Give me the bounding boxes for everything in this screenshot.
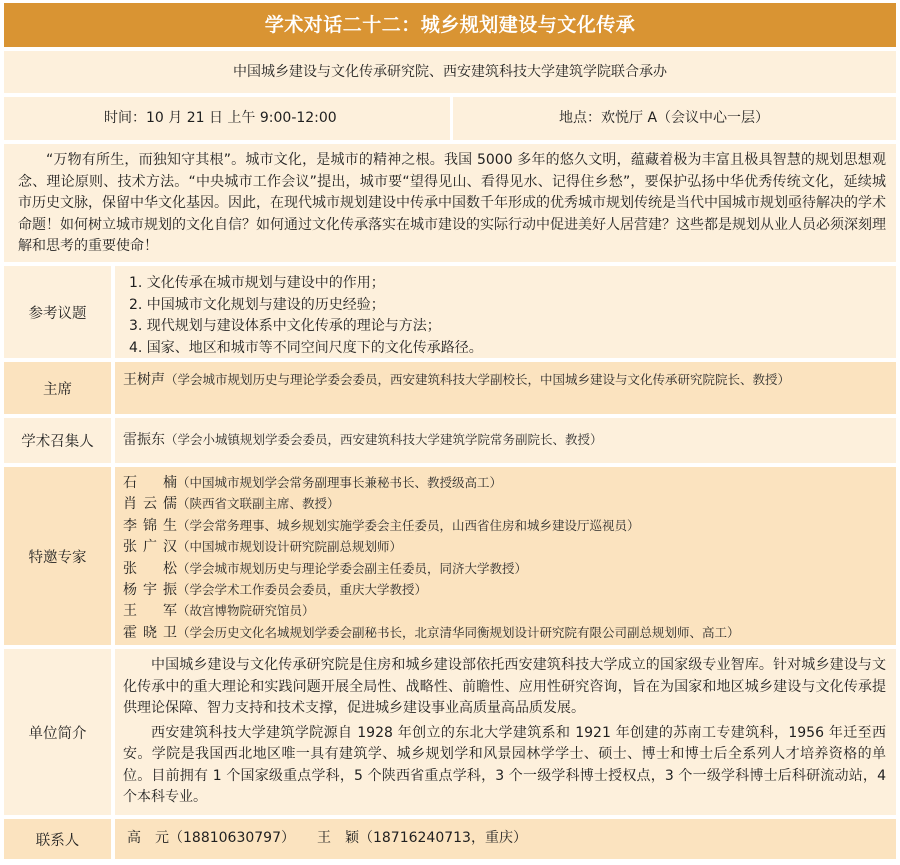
- experts-label: 特邀专家: [4, 467, 111, 645]
- contact-label: 联系人: [4, 819, 111, 859]
- expert-note: （学会城市规划历史与理论学委会副主任委员，同济大学教授）: [177, 560, 528, 576]
- topic-item: 3. 现代规划与建设体系中文化传承的理论与方法；: [129, 318, 441, 335]
- expert-note: （中国城市规划学会常务副理事长兼秘书长、教授级高工）: [177, 475, 503, 490]
- units-label: 单位简介: [4, 649, 111, 815]
- expert-item: [123, 558, 896, 579]
- organizer-line: 中国城乡建设与文化传承研究院、西安建筑科技大学建筑学院联合承办: [4, 51, 896, 93]
- expert-name: 张 松: [123, 560, 177, 577]
- session-place: 地点：欢悦厅 A（会议中心一层）: [450, 97, 896, 140]
- topic-item: 2. 中国城市文化规划与建设的历史经验；: [129, 296, 385, 313]
- expert-note: （故宫博物院研究馆员）: [177, 603, 315, 619]
- experts-row: [4, 467, 896, 645]
- chair-label: 主席: [4, 362, 111, 414]
- expert-name: 肖云儒: [123, 496, 177, 513]
- chair-row: [4, 362, 896, 414]
- contact-content: [115, 819, 896, 859]
- convener-content: [115, 418, 896, 463]
- expert-item: [123, 472, 896, 493]
- expert-name: 张广汉: [123, 539, 177, 556]
- expert-note: （中国城市规划设计研究院副总规划师）: [177, 539, 403, 555]
- expert-note: （学会学术工作委员会委员，重庆大学教授）: [177, 581, 428, 597]
- chair-name: 王树声: [123, 372, 165, 388]
- convener-label: 学术召集人: [4, 418, 111, 463]
- expert-item: [123, 493, 896, 514]
- expert-note: （学会常务理事、城乡规划实施学委会主任委员，山西省住房和城乡建设厅巡视员）: [177, 517, 640, 533]
- unit-paragraph: 中国城乡建设与文化传承研究院是住房和城乡建设部依托西安建筑科技大学成立的国家级专业智库。针对城乡建设与文化传承中的重大理论和实践问题开展全局性、战略性、前瞻性、应用性研究咨询，旨在为国家和地区城乡建设与文化传承提供理论保障、智力支持和技术支撑，促进城乡建设事业高质量高品质发展。: [123, 657, 886, 716]
- topics-label: 参考议题: [4, 266, 111, 358]
- topics-row: [4, 266, 896, 358]
- contact-row: [4, 819, 896, 859]
- convener-name: 雷振东: [123, 432, 165, 448]
- unit-paragraph: 西安建筑科技大学建筑学院源自 1928 年创立的东北大学建筑系和 1921 年创建的苏南工专建筑科，1956 年迁至西安。学院是我国西北地区唯一具有建筑学、城乡规划学和风景园林学学士、硕士、博士和博士后全系列人才培养资格的单位。目前拥有 1 个国家级重点学科，5 个陕西省重点学科，3 个一级学科博士授权点，3 个一级学科博士后科研流动站，4 个本科专业。: [123, 724, 886, 805]
- expert-name: 李锦生: [123, 517, 177, 534]
- page: [4, 3, 896, 862]
- expert-item: [123, 515, 896, 536]
- expert-item: [123, 579, 896, 600]
- expert-name: 石 楠: [123, 475, 177, 491]
- topic-item: 1. 文化传承在城市规划与建设中的作用；: [129, 275, 385, 291]
- convener-note: （学会小城镇规划学委会委员，西安建筑科技大学建筑学院常务副院长、教授）: [165, 432, 603, 447]
- topic-item: 4. 国家、地区和城市等不同空间尺度下的文化传承路径。: [129, 340, 483, 357]
- session-time: 时间：10 月 21 日 上午 9:00-12:00: [104, 110, 337, 126]
- page-title: 学术对话二十二：城乡规划建设与文化传承: [4, 3, 896, 47]
- expert-name: 王 军: [123, 603, 177, 620]
- expert-name: 霍晓卫: [123, 624, 177, 641]
- experts-list: [115, 467, 896, 645]
- expert-item: [123, 622, 896, 643]
- chair-content: [115, 362, 896, 414]
- units-row: [4, 649, 896, 815]
- expert-name: 杨宇振: [123, 581, 177, 598]
- expert-note: （学会历史文化名城规划学委会副秘书长，北京清华同衡规划设计研究院有限公司副总规划师、高工）: [177, 624, 740, 640]
- contact-person: 王 颖（18716240713，重庆）: [316, 830, 527, 846]
- time-place-row: [4, 97, 896, 140]
- chair-note: （学会城市规划历史与理论学委会委员，西安建筑科技大学副校长，中国城乡建设与文化传承研究院院长、教授）: [165, 372, 791, 387]
- expert-item: [123, 536, 896, 557]
- contact-person: 高 元（18810630797）: [127, 830, 295, 846]
- expert-note: （陕西省文联副主席、教授）: [177, 496, 340, 512]
- intro-paragraph: “万物有所生，而独知守其根”。城市文化，是城市的精神之根。我国 5000 多年的悠久文明，蕴藏着极为丰富且极具智慧的规划思想观念、理论原则、技术方法。“中央城市工作会议”提出，城市要“望得见山、看得见水、记得住乡愁”，要保护弘扬中华优秀传统文化，延续城市历史文脉，保留中华文化基因。因此，在现代城市规划建设中传承中国数千年形成的优秀城市规划传统是当代中国城市规划亟待解决的学术命题！如何树立城市规划的文化自信？如何通过文化传承落实在城市建设的实际行动中促进美好人居营建？这些都是规划从业人员必须深刻理解和思考的重要使命！: [4, 144, 896, 262]
- expert-item: [123, 600, 896, 621]
- convener-row: [4, 418, 896, 463]
- topics-list: [115, 266, 896, 358]
- units-content: [115, 649, 896, 815]
